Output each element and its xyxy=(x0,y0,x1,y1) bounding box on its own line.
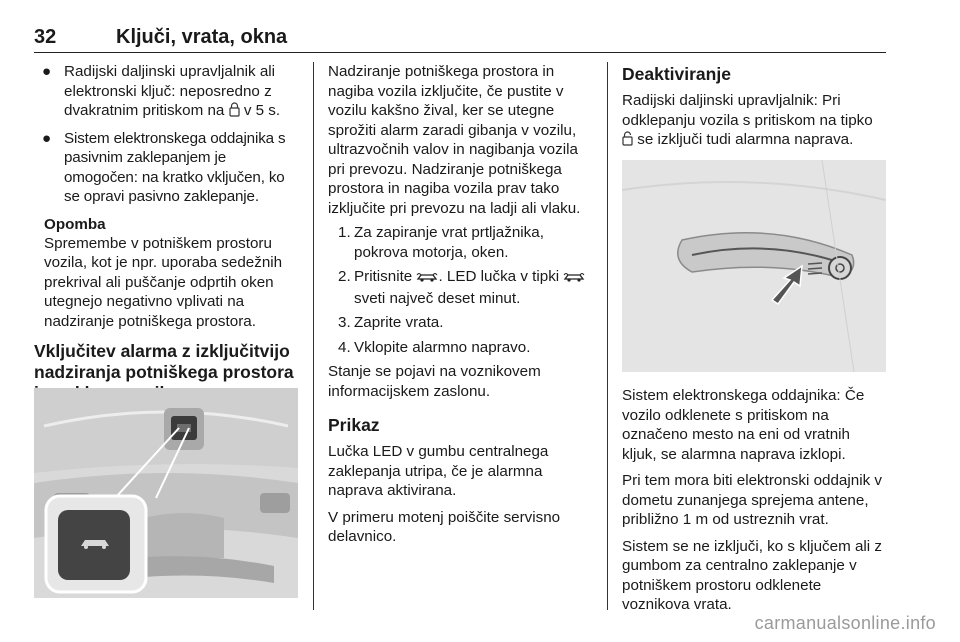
step-text: Vklopite alarmno napravo. xyxy=(354,338,531,356)
bullet-text: Sistem elektronskega oddajnika s pasivnim zaklepanjem je omogočen: na kratko vključen, ko se opravi pasivno zaklepanje. xyxy=(64,129,286,205)
deactivation-paragraph xyxy=(622,91,886,152)
page-header xyxy=(34,22,886,53)
step-number: 3. xyxy=(338,314,351,331)
step-text: . LED lučka v tipki xyxy=(438,268,564,285)
unlock-icon xyxy=(622,131,633,152)
bullet-dot: ● xyxy=(42,129,52,147)
step-number: 4. xyxy=(338,338,351,356)
step-text: Pritisnite xyxy=(354,268,417,285)
fault-paragraph: V primeru motenj poiščite servisno delavnico. xyxy=(328,508,561,545)
lock-icon xyxy=(229,102,240,123)
paragraph-text: Radijski daljinski upravljalnik: Pri odklepanju vozila s pritiskom na tipko xyxy=(622,92,873,129)
bullet-item xyxy=(34,129,298,207)
step-item xyxy=(328,223,592,262)
column-middle xyxy=(328,62,592,547)
page-number: 32 xyxy=(34,26,57,48)
column-left xyxy=(34,62,298,410)
passive-key-paragraph: Sistem elektronskega oddajnika: Če vozilo odklenete s pritiskom na označeno mesto na eni od vratnih kljuk, se alarmna naprava izklopi. xyxy=(622,387,865,463)
door-handle-image xyxy=(622,160,886,372)
column-right-lower xyxy=(622,386,886,615)
column-right xyxy=(622,62,886,152)
watermark-text: carmanualsonline.info xyxy=(754,613,936,633)
intro-paragraph: Nadziranje potniškega prostora in nagiba vozila izključite, če pustite v vozilu kakšno žival, ker se utegne sprožiti alarm zaradi gibanja v vozilu, ultrazvočnih valov in nagibanja vozila pri prevozu. Nadziranje potniškega prostora in nagiba vozila prav tako izključite pri prevozu na ladji ali vlaku. xyxy=(328,63,581,217)
range-paragraph: Pri tem mora biti elektronski oddajnik v dometu zunanjega sprejema antene, približno 1 m od ustreznih vrat. xyxy=(622,472,882,528)
exception-paragraph: Sistem se ne izključi, ko s ključem ali z gumbom za centralno zaklepanje v potniškem prostoru odklenete voznikova vrata. xyxy=(622,537,882,613)
chapter-title: Ključi, vrata, okna xyxy=(116,26,288,48)
bullet-item xyxy=(34,62,298,123)
prikaz-paragraph: Lučka LED v gumbu centralnega zaklepanja utripa, če je alarmna naprava aktivirana. xyxy=(328,443,549,499)
bullet-dot: ● xyxy=(42,63,52,80)
note-text: Spremembe v potniškem prostoru vozila, kot je npr. uporaba sedežnih prekrival ali puščanje odprtih oken utegnejo negativno vplivati na nadziranje potniškega prostora. xyxy=(44,234,283,330)
paragraph-text: se izključi tudi alarmna naprava. xyxy=(633,131,854,148)
step-text: sveti največ deset minut. xyxy=(354,289,521,307)
step-item xyxy=(328,338,592,358)
bullet-text: v 5 s. xyxy=(239,102,281,119)
car-motion-sensor-icon xyxy=(416,269,438,289)
step-number: 2. xyxy=(338,268,351,285)
step-text: Za zapiranje vrat prtljažnika, pokrova motorja, oken. xyxy=(354,224,544,261)
note-title: Opomba xyxy=(44,215,106,233)
column-divider xyxy=(313,62,314,610)
step-number: 1. xyxy=(338,224,351,241)
status-paragraph: Stanje se pojavi na voznikovem informacijskem zaslonu. xyxy=(328,363,541,400)
step-item xyxy=(328,267,592,308)
step-item xyxy=(328,313,592,333)
step-text: Zaprite vrata. xyxy=(354,314,444,331)
interior-roof-console-image xyxy=(34,388,298,598)
car-motion-sensor-icon xyxy=(563,269,585,289)
section-heading: Deaktiviranje xyxy=(622,64,731,84)
column-divider xyxy=(607,62,608,610)
section-heading: Prikaz xyxy=(328,415,380,435)
bullet-text: Radijski daljinski upravljalnik ali elektronski ključ: neposredno z dvakratnim pritiskom na xyxy=(64,63,276,119)
section-heading: Vključitev alarma z izključitvijo nadziranja potniškega prostora xyxy=(34,341,294,382)
